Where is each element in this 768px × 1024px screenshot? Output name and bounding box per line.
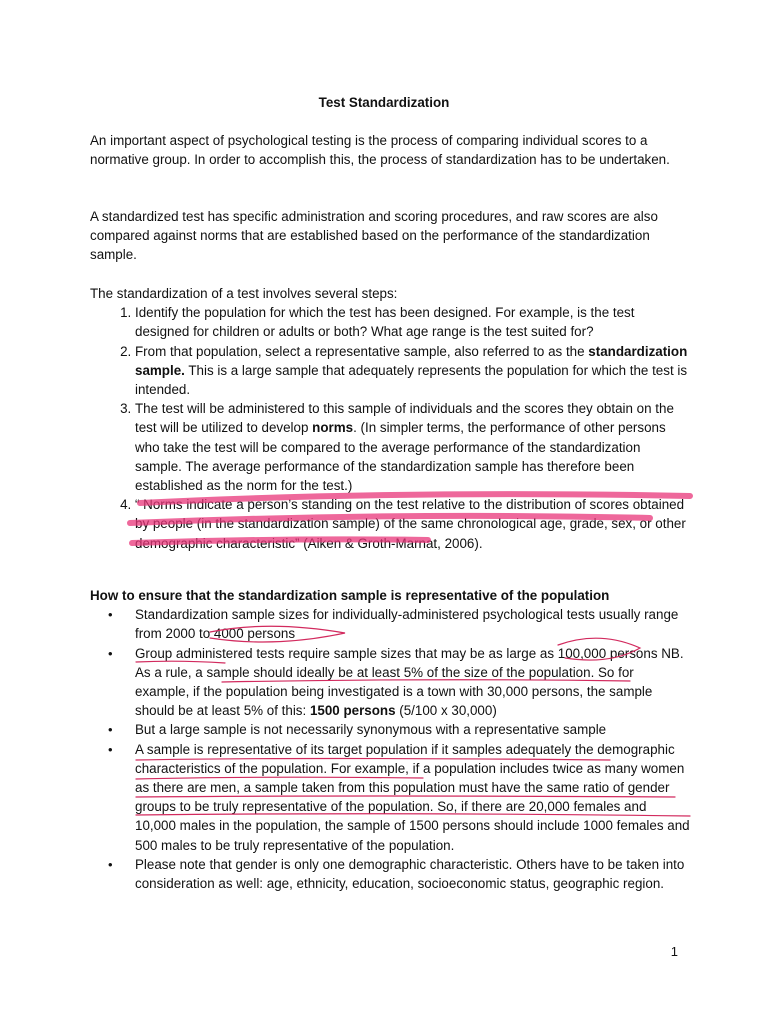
bullet-item [108, 644, 690, 721]
bullet-3-text: But a large sample is not necessarily synonymous with a representative sample [135, 722, 607, 738]
step-3-rest: . (In simpler terms, the performance of other persons who take the test will be compared to the average performance of the standardization sample. The average performance of the standardization sample has therefore been established as the norm for the test.) [135, 420, 666, 494]
step-2-bold: standardization sample. [135, 343, 688, 378]
bullet-4-text: A sample is representative of its target population if it samples adequately the demographic characteristics of the population. For example, if a population includes twice as many women as there are men, a sample taken from this population must have the same ratio of gender groups to be truly representative of the population. So, if there are 20,000 females and 10,000 males in the population, the sample of 1500 persons should include 1000 females and 500 males to be truly representative of the population. [135, 741, 690, 853]
step-2-text: From that population, select a representative sample, also referred to as the [135, 343, 589, 359]
bullet-item [108, 605, 690, 643]
page-number: 1 [670, 944, 678, 959]
intro-paragraph: An important aspect of psychological testing is the process of comparing individual scores to a normative group. In order to accomplish this, the process of standardization has to be undertaken. [90, 133, 670, 168]
bullet-item [108, 855, 690, 893]
bullet-glyph: • [108, 645, 113, 661]
section-heading: How to ensure that the standardization sample is representative of the population [90, 588, 610, 603]
bullet-1-text: Standardization sample sizes for individually-administered psychological tests usually range from 2000 to 4000 persons [135, 607, 679, 642]
step-1-text: Identify the population for which the test has been designed. For example, is the test designed for children or adults or both? What age range is the test suited for? [135, 305, 635, 340]
step-4-text: “ Norms indicate a person’s standing on the test relative to the distribution of scores obtained by people (in the standardization sample) of the same chronological age, grade, sex, or other demographic characteristic” (Aiken & Groth-Marnat, 2006). [135, 497, 686, 551]
bullet-2-text: Group administered tests require sample sizes that may be as large as 100,000 persons NB. As a rule, a sample should ideally be at least 5% of the size of the population. So for example, if the population being investigated is a town with 30,000 persons, the sample should be at least 5% of this: [135, 645, 684, 719]
steps-intro: The standardization of a test involves several steps: [90, 286, 398, 301]
step-item [135, 303, 690, 341]
step-2-rest: This is a large sample that adequately represents the population for which the test is intended. [135, 362, 688, 398]
bullet-list [90, 605, 690, 893]
steps-block [90, 284, 690, 553]
representative-sample-section [90, 586, 690, 893]
bullet-2-bold: 1500 persons [309, 703, 396, 719]
step-3-bold: norms [312, 420, 354, 436]
step-item [135, 342, 690, 400]
bullet-2-rest: (5/100 x 30,000) [395, 703, 497, 719]
step-3-text: The test will be administered to this sample of individuals and the scores they obtain on the test will be utilized to develop [135, 401, 674, 436]
steps-list [90, 303, 690, 553]
bullet-glyph: • [108, 856, 113, 872]
page-title: Test Standardization [318, 95, 450, 110]
bullet-item [108, 720, 690, 739]
bullet-glyph: • [108, 722, 113, 738]
bullet-5-text: Please note that gender is only one demographic characteristic. Others have to be taken into consideration as well: age, ethnicity, education, socioeconomic status, geographic region. [135, 856, 685, 892]
bullet-item [108, 740, 690, 855]
bullet-glyph: • [108, 607, 113, 623]
step-item [135, 495, 690, 553]
bullet-glyph: • [108, 741, 113, 757]
step-item [135, 399, 690, 495]
standardized-test-paragraph: A standardized test has specific administration and scoring procedures, and raw scores are also compared against norms that are established based on the performance of the standardization sample. [90, 209, 658, 263]
